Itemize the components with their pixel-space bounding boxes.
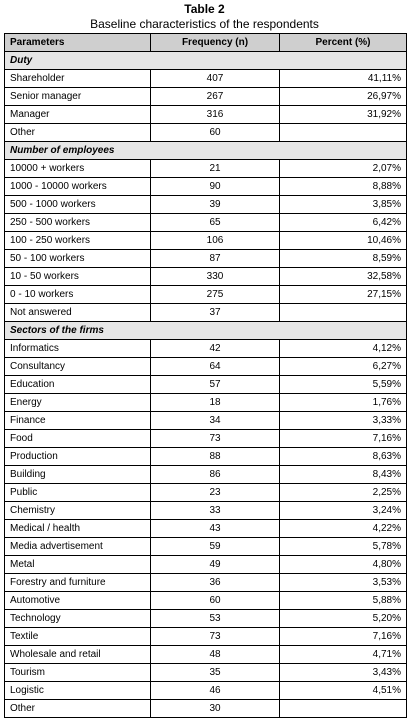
- parameter-cell: Metal: [5, 556, 151, 574]
- table-row: [5, 376, 407, 394]
- frequency-cell: 34: [151, 412, 280, 430]
- table-row: [5, 286, 407, 304]
- parameter-cell: Informatics: [5, 340, 151, 358]
- parameter-cell: 0 - 10 workers: [5, 286, 151, 304]
- frequency-cell: 60: [151, 592, 280, 610]
- frequency-cell: 88: [151, 448, 280, 466]
- table-row: [5, 304, 407, 322]
- frequency-cell: 39: [151, 196, 280, 214]
- percent-cell: 7,16%: [280, 628, 407, 646]
- table-title: Table 2: [184, 2, 225, 16]
- table-row: [5, 556, 407, 574]
- parameter-cell: Building: [5, 466, 151, 484]
- table-row: [5, 592, 407, 610]
- parameter-cell: Food: [5, 430, 151, 448]
- percent-cell: 26,97%: [280, 88, 407, 106]
- frequency-cell: 21: [151, 160, 280, 178]
- percent-cell: 3,24%: [280, 502, 407, 520]
- header-percent: Percent (%): [280, 34, 407, 52]
- section-header-row: [5, 142, 407, 160]
- percent-cell: 6,42%: [280, 214, 407, 232]
- table-row: [5, 178, 407, 196]
- parameter-cell: Manager: [5, 106, 151, 124]
- frequency-cell: 65: [151, 214, 280, 232]
- percent-cell: 2,07%: [280, 160, 407, 178]
- parameter-cell: 10000 + workers: [5, 160, 151, 178]
- parameter-cell: Technology: [5, 610, 151, 628]
- percent-cell: 10,46%: [280, 232, 407, 250]
- percent-cell: 31,92%: [280, 106, 407, 124]
- frequency-cell: 59: [151, 538, 280, 556]
- frequency-cell: 275: [151, 286, 280, 304]
- table-row: [5, 628, 407, 646]
- parameter-cell: 1000 - 10000 workers: [5, 178, 151, 196]
- parameter-cell: 100 - 250 workers: [5, 232, 151, 250]
- parameter-cell: 50 - 100 workers: [5, 250, 151, 268]
- header-frequency: Frequency (n): [151, 34, 280, 52]
- table-row: [5, 466, 407, 484]
- parameter-cell: Shareholder: [5, 70, 151, 88]
- frequency-cell: 86: [151, 466, 280, 484]
- frequency-cell: 53: [151, 610, 280, 628]
- frequency-cell: 35: [151, 664, 280, 682]
- percent-cell: 27,15%: [280, 286, 407, 304]
- percent-cell: 8,88%: [280, 178, 407, 196]
- table-row: [5, 250, 407, 268]
- frequency-cell: 30: [151, 700, 280, 718]
- table-row: [5, 700, 407, 718]
- percent-cell: 4,80%: [280, 556, 407, 574]
- section-title: Sectors of the firms: [5, 322, 407, 340]
- header-row: [5, 34, 407, 52]
- parameter-cell: Production: [5, 448, 151, 466]
- frequency-cell: 23: [151, 484, 280, 502]
- frequency-cell: 43: [151, 520, 280, 538]
- table-row: [5, 124, 407, 142]
- frequency-cell: 407: [151, 70, 280, 88]
- parameter-cell: Chemistry: [5, 502, 151, 520]
- parameter-cell: 10 - 50 workers: [5, 268, 151, 286]
- table-row: [5, 214, 407, 232]
- parameter-cell: Wholesale and retail: [5, 646, 151, 664]
- percent-cell: 3,43%: [280, 664, 407, 682]
- table-row: [5, 394, 407, 412]
- frequency-cell: 33: [151, 502, 280, 520]
- frequency-cell: 49: [151, 556, 280, 574]
- percent-cell: 3,85%: [280, 196, 407, 214]
- parameter-cell: Education: [5, 376, 151, 394]
- parameter-cell: 250 - 500 workers: [5, 214, 151, 232]
- percent-cell: 6,27%: [280, 358, 407, 376]
- percent-cell: 8,63%: [280, 448, 407, 466]
- parameter-cell: Senior manager: [5, 88, 151, 106]
- parameter-cell: Medical / health: [5, 520, 151, 538]
- percent-cell: 1,76%: [280, 394, 407, 412]
- table-row: [5, 682, 407, 700]
- frequency-cell: 37: [151, 304, 280, 322]
- header-parameters: Parameters: [5, 34, 151, 52]
- table-row: [5, 484, 407, 502]
- percent-cell: 5,88%: [280, 592, 407, 610]
- table-row: [5, 412, 407, 430]
- percent-cell: 2,25%: [280, 484, 407, 502]
- percent-cell: 3,53%: [280, 574, 407, 592]
- frequency-cell: 73: [151, 628, 280, 646]
- percent-cell: [280, 124, 407, 142]
- frequency-cell: 330: [151, 268, 280, 286]
- table-row: [5, 430, 407, 448]
- table-row: [5, 646, 407, 664]
- frequency-cell: 57: [151, 376, 280, 394]
- parameter-cell: Automotive: [5, 592, 151, 610]
- frequency-cell: 90: [151, 178, 280, 196]
- frequency-cell: 73: [151, 430, 280, 448]
- table-row: [5, 88, 407, 106]
- table-row: [5, 268, 407, 286]
- table-row: [5, 574, 407, 592]
- table-row: [5, 610, 407, 628]
- frequency-cell: 64: [151, 358, 280, 376]
- percent-cell: 4,51%: [280, 682, 407, 700]
- percent-cell: 5,20%: [280, 610, 407, 628]
- frequency-cell: 106: [151, 232, 280, 250]
- frequency-cell: 42: [151, 340, 280, 358]
- percent-cell: 3,33%: [280, 412, 407, 430]
- parameter-cell: 500 - 1000 workers: [5, 196, 151, 214]
- percent-cell: 8,59%: [280, 250, 407, 268]
- parameter-cell: Not answered: [5, 304, 151, 322]
- table-row: [5, 340, 407, 358]
- percent-cell: 4,71%: [280, 646, 407, 664]
- parameter-cell: Tourism: [5, 664, 151, 682]
- table-body: [5, 52, 407, 718]
- frequency-cell: 48: [151, 646, 280, 664]
- percent-cell: 32,58%: [280, 268, 407, 286]
- table-row: [5, 70, 407, 88]
- frequency-cell: 18: [151, 394, 280, 412]
- parameter-cell: Other: [5, 700, 151, 718]
- table-row: [5, 502, 407, 520]
- table-row: [5, 448, 407, 466]
- percent-cell: 4,12%: [280, 340, 407, 358]
- frequency-cell: 36: [151, 574, 280, 592]
- percent-cell: [280, 700, 407, 718]
- parameter-cell: Consultancy: [5, 358, 151, 376]
- table-row: [5, 196, 407, 214]
- section-header-row: [5, 322, 407, 340]
- percent-cell: 7,16%: [280, 430, 407, 448]
- parameter-cell: Energy: [5, 394, 151, 412]
- frequency-cell: 60: [151, 124, 280, 142]
- percent-cell: 5,59%: [280, 376, 407, 394]
- parameter-cell: Forestry and furniture: [5, 574, 151, 592]
- percent-cell: 4,22%: [280, 520, 407, 538]
- parameter-cell: Public: [5, 484, 151, 502]
- table-subtitle: Baseline characteristics of the respondents: [90, 17, 319, 31]
- parameter-cell: Other: [5, 124, 151, 142]
- frequency-cell: 87: [151, 250, 280, 268]
- frequency-cell: 46: [151, 682, 280, 700]
- table-row: [5, 358, 407, 376]
- parameter-cell: Textile: [5, 628, 151, 646]
- table-row: [5, 538, 407, 556]
- percent-cell: 41,11%: [280, 70, 407, 88]
- table-row: [5, 520, 407, 538]
- frequency-cell: 267: [151, 88, 280, 106]
- frequency-cell: 316: [151, 106, 280, 124]
- characteristics-table: [4, 33, 407, 718]
- section-title: Number of employees: [5, 142, 407, 160]
- table-row: [5, 106, 407, 124]
- section-header-row: [5, 52, 407, 70]
- table-row: [5, 232, 407, 250]
- section-title: Duty: [5, 52, 407, 70]
- table-row: [5, 664, 407, 682]
- percent-cell: 5,78%: [280, 538, 407, 556]
- percent-cell: 8,43%: [280, 466, 407, 484]
- parameter-cell: Logistic: [5, 682, 151, 700]
- percent-cell: [280, 304, 407, 322]
- parameter-cell: Finance: [5, 412, 151, 430]
- table-row: [5, 160, 407, 178]
- parameter-cell: Media advertisement: [5, 538, 151, 556]
